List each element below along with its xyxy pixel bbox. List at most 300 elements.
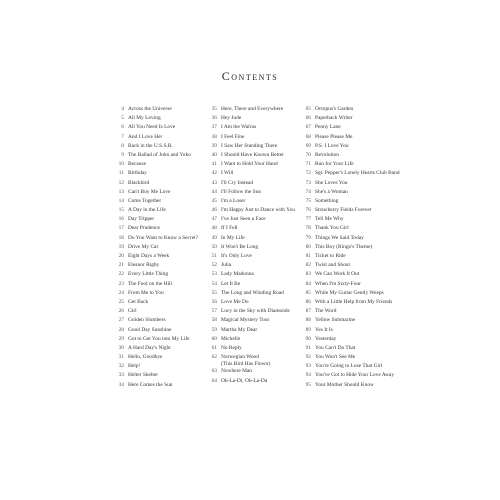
toc-entry bbox=[299, 215, 391, 224]
song-title bbox=[315, 133, 352, 142]
page-number: 5 bbox=[121, 115, 124, 122]
page-number: 46 bbox=[211, 207, 217, 214]
page-number: 21 bbox=[118, 262, 124, 269]
song-title bbox=[221, 169, 233, 178]
toc-entry bbox=[112, 123, 204, 132]
page-number: 84 bbox=[305, 280, 311, 287]
toc-entry bbox=[112, 371, 204, 380]
song-title bbox=[128, 105, 172, 114]
song-title bbox=[315, 261, 350, 270]
song-title bbox=[315, 160, 354, 169]
toc-entry bbox=[205, 353, 297, 367]
song-title-line: Eleanor Rigby bbox=[128, 262, 160, 269]
page-number: 17 bbox=[118, 225, 124, 232]
page-number: 28 bbox=[118, 326, 124, 333]
page-number: 35 bbox=[211, 106, 217, 112]
page-number: 44 bbox=[211, 188, 217, 195]
page-number: 36 bbox=[211, 115, 217, 122]
song-title bbox=[221, 353, 270, 367]
toc-entry bbox=[205, 289, 297, 298]
page-number: 94 bbox=[305, 372, 311, 379]
song-title bbox=[128, 142, 173, 151]
song-title-line: Hello, Goodbye bbox=[128, 354, 163, 361]
song-title-line: Ticket to Ride bbox=[315, 253, 346, 259]
page-number: 57 bbox=[211, 308, 217, 315]
toc-entry bbox=[299, 234, 391, 243]
song-title bbox=[221, 105, 283, 114]
song-title bbox=[315, 353, 355, 362]
contents-column-1 bbox=[112, 105, 204, 390]
song-title bbox=[315, 206, 372, 215]
song-title-line: P.S. I Love You bbox=[315, 142, 349, 149]
song-title-line: All You Need Is Love bbox=[128, 124, 176, 131]
page-number: 80 bbox=[305, 243, 311, 250]
page-number: 54 bbox=[211, 280, 217, 287]
page-number: 4 bbox=[121, 106, 124, 112]
toc-entry bbox=[112, 381, 204, 390]
song-title-line: Magical Mystery Tour bbox=[221, 317, 270, 324]
toc-entry bbox=[205, 105, 297, 114]
song-title bbox=[128, 160, 146, 169]
song-title bbox=[221, 123, 256, 132]
page-number: 18 bbox=[118, 234, 124, 241]
song-title bbox=[315, 252, 346, 261]
toc-entry bbox=[112, 280, 204, 289]
page-number: 34 bbox=[118, 381, 124, 388]
page-number: 45 bbox=[211, 197, 217, 204]
page-number: 78 bbox=[305, 225, 311, 232]
song-title-line: I'll Cry Instead bbox=[221, 179, 254, 186]
song-title bbox=[221, 179, 253, 188]
song-title-line: Drive My Car bbox=[128, 243, 159, 250]
page-number: 15 bbox=[118, 207, 124, 214]
song-title-line: Paperback Writer bbox=[315, 115, 353, 122]
toc-entry bbox=[112, 179, 204, 188]
toc-entry bbox=[205, 335, 297, 344]
song-title bbox=[315, 234, 364, 243]
song-title bbox=[221, 243, 258, 252]
toc-entry bbox=[299, 133, 391, 142]
song-title-line: Something bbox=[315, 197, 339, 204]
song-title-line: A Day in the Life bbox=[128, 207, 166, 214]
page-title: Contents bbox=[221, 69, 279, 83]
song-title bbox=[315, 179, 348, 188]
page-number: 32 bbox=[118, 363, 124, 370]
page-number: 75 bbox=[305, 197, 311, 204]
song-title-line: I've Just Seen a Face bbox=[221, 216, 266, 223]
song-title bbox=[315, 316, 355, 325]
song-title bbox=[315, 142, 349, 151]
song-title bbox=[315, 169, 400, 178]
toc-entry bbox=[112, 298, 204, 307]
song-title-line: In My Life bbox=[221, 234, 245, 241]
toc-entry bbox=[205, 215, 297, 224]
song-title-line: Octopus's Garden bbox=[315, 106, 354, 112]
song-title-line: No Reply bbox=[221, 344, 242, 351]
song-title bbox=[221, 326, 257, 335]
song-title bbox=[315, 215, 344, 224]
song-title bbox=[128, 206, 166, 215]
page-number: 25 bbox=[118, 298, 124, 305]
page-number: 29 bbox=[118, 335, 124, 342]
page-number: 91 bbox=[305, 344, 311, 351]
song-title bbox=[221, 344, 242, 353]
toc-entry bbox=[112, 289, 204, 298]
song-title-line: I Am the Walrus bbox=[221, 124, 257, 131]
song-title-line: Helter Skelter bbox=[128, 372, 159, 379]
page-number: 31 bbox=[118, 354, 124, 361]
song-title-line: Martha My Dear bbox=[221, 326, 258, 333]
song-title-line: Get Back bbox=[128, 298, 149, 305]
song-title-line: Day Tripper bbox=[128, 216, 155, 223]
toc-entry bbox=[112, 197, 204, 206]
toc-entry bbox=[299, 224, 391, 233]
page-number: 95 bbox=[305, 381, 311, 388]
toc-entry bbox=[205, 280, 297, 289]
toc-entry bbox=[205, 243, 297, 252]
song-title-line: The Ballad of John and Yoko bbox=[128, 151, 191, 158]
song-title-line: Every Little Thing bbox=[128, 271, 169, 278]
page-number: 37 bbox=[211, 124, 217, 131]
toc-entry bbox=[299, 114, 391, 123]
song-title-line: The Fool on the Hill bbox=[128, 280, 173, 287]
song-title-line: When I'm Sixty-Four bbox=[315, 280, 361, 287]
page-number: 43 bbox=[211, 179, 217, 186]
page-number: 79 bbox=[305, 234, 311, 241]
page-number: 58 bbox=[211, 317, 217, 324]
toc-entry bbox=[112, 252, 204, 261]
toc-entry bbox=[112, 335, 204, 344]
toc-entry bbox=[112, 114, 204, 123]
page-number: 42 bbox=[211, 170, 217, 177]
song-title-line: A Hard Day's Night bbox=[128, 344, 171, 351]
song-title bbox=[221, 298, 249, 307]
toc-entry bbox=[299, 289, 391, 298]
song-title bbox=[315, 114, 353, 123]
song-title-line: Yes It Is bbox=[315, 326, 333, 333]
page-number: 12 bbox=[118, 179, 124, 186]
toc-entry bbox=[112, 353, 204, 362]
toc-entry bbox=[299, 362, 391, 371]
page-number: 70 bbox=[305, 151, 311, 158]
page-number: 30 bbox=[118, 344, 124, 351]
song-title bbox=[221, 234, 245, 243]
page-number: 19 bbox=[118, 243, 124, 250]
toc-entry bbox=[299, 252, 391, 261]
song-title-line: You Can't Do That bbox=[315, 344, 356, 351]
song-title bbox=[221, 252, 252, 261]
toc-entry bbox=[112, 243, 204, 252]
page-number: 48 bbox=[211, 225, 217, 232]
toc-entry bbox=[205, 234, 297, 243]
song-title bbox=[315, 326, 333, 335]
song-title bbox=[128, 326, 171, 335]
page-number: 39 bbox=[211, 142, 217, 149]
song-title bbox=[128, 252, 169, 261]
toc-entry bbox=[112, 307, 204, 316]
page-number: 65 bbox=[305, 106, 311, 112]
song-title bbox=[315, 371, 394, 380]
page-number: 49 bbox=[211, 234, 217, 241]
song-title bbox=[128, 270, 168, 279]
toc-entry bbox=[299, 326, 391, 335]
toc-entry bbox=[299, 169, 400, 178]
song-title-line: Love Me Do bbox=[221, 298, 249, 305]
toc-entry bbox=[205, 160, 297, 169]
song-title-line: Lucy in the Sky with Diamonds bbox=[221, 308, 290, 315]
song-title bbox=[221, 215, 266, 224]
page-number: 74 bbox=[305, 188, 311, 195]
song-title bbox=[315, 243, 372, 252]
song-title-line: Come Together bbox=[128, 197, 162, 204]
toc-entry bbox=[299, 105, 391, 114]
song-title-line: If I Fell bbox=[221, 225, 238, 232]
toc-entry bbox=[112, 188, 204, 197]
toc-entry bbox=[112, 261, 204, 270]
page-number: 41 bbox=[211, 161, 217, 168]
song-title bbox=[221, 114, 241, 123]
song-title-line: I'm Happy Just to Dance with You bbox=[221, 207, 295, 214]
song-title bbox=[221, 367, 252, 376]
song-title bbox=[315, 362, 382, 371]
toc-entry bbox=[205, 326, 297, 335]
song-title-line: Sgt. Pepper's Lonely Hearts Club Band bbox=[315, 170, 400, 177]
page-number: 64 bbox=[211, 377, 217, 384]
song-title bbox=[221, 335, 240, 344]
page-number: 73 bbox=[305, 179, 311, 186]
toc-entry bbox=[112, 362, 204, 371]
song-title bbox=[128, 197, 161, 206]
song-title bbox=[315, 289, 384, 298]
toc-entry bbox=[205, 307, 297, 316]
song-title bbox=[221, 188, 261, 197]
page-number: 69 bbox=[305, 142, 311, 149]
song-title bbox=[315, 298, 392, 307]
song-title-line: Back in the U.S.S.R. bbox=[128, 142, 173, 149]
toc-entry bbox=[205, 367, 297, 376]
toc-entry bbox=[205, 169, 297, 178]
song-title bbox=[128, 316, 166, 325]
page-number: 88 bbox=[305, 317, 311, 324]
toc-entry bbox=[299, 142, 391, 151]
toc-entry bbox=[205, 344, 297, 353]
song-title bbox=[315, 270, 359, 279]
song-title bbox=[128, 133, 162, 142]
page-number: 93 bbox=[305, 363, 311, 370]
page-number: 82 bbox=[305, 262, 311, 269]
song-title-line: Here Comes the Sun bbox=[128, 381, 173, 388]
song-title bbox=[315, 151, 339, 160]
page-number: 92 bbox=[305, 354, 311, 361]
toc-entry bbox=[299, 335, 391, 344]
toc-entry bbox=[205, 114, 297, 123]
song-title-line: I'm a Loser bbox=[221, 197, 246, 204]
song-title bbox=[221, 142, 277, 151]
page-number: 85 bbox=[305, 289, 311, 296]
song-title-line: Your Mother Should Know bbox=[315, 381, 374, 388]
song-title bbox=[128, 289, 164, 298]
song-title-line: You Won't See Me bbox=[315, 354, 356, 361]
page-number: 7 bbox=[121, 133, 124, 140]
page-number: 55 bbox=[211, 289, 217, 296]
song-title bbox=[221, 307, 290, 316]
song-title-line: Ob-La-Di, Ob-La-Da bbox=[221, 377, 268, 384]
toc-entry bbox=[112, 133, 204, 142]
song-title-line: Nowhere Man bbox=[221, 368, 252, 375]
song-title-line: Dear Prudence bbox=[128, 225, 160, 232]
toc-entry bbox=[299, 381, 391, 390]
toc-entry bbox=[205, 197, 297, 206]
song-title bbox=[128, 362, 140, 371]
page-number: 83 bbox=[305, 271, 311, 278]
song-title-line: Michelle bbox=[221, 335, 241, 342]
song-title-line: Girl bbox=[128, 308, 137, 315]
page-number: 90 bbox=[305, 335, 311, 342]
song-title bbox=[221, 197, 245, 206]
page-number: 27 bbox=[118, 317, 124, 324]
toc-entry bbox=[205, 252, 297, 261]
page-number: 26 bbox=[118, 308, 124, 315]
song-title bbox=[128, 114, 161, 123]
page-number: 51 bbox=[211, 253, 217, 259]
page-number: 8 bbox=[121, 142, 124, 149]
song-title-line: It Won't Be Long bbox=[221, 243, 259, 250]
page-number: 23 bbox=[118, 280, 124, 287]
song-title-line: You're Going to Lose That Girl bbox=[315, 363, 383, 370]
page-number: 10 bbox=[118, 161, 124, 168]
toc-entry bbox=[205, 123, 297, 132]
song-title bbox=[128, 234, 198, 243]
song-title bbox=[315, 197, 338, 206]
page-number: 87 bbox=[305, 308, 311, 315]
toc-entry bbox=[299, 160, 391, 169]
song-title bbox=[315, 123, 341, 132]
song-title bbox=[128, 298, 148, 307]
song-title bbox=[315, 224, 349, 233]
toc-entry bbox=[299, 123, 391, 132]
song-title-line: I'll Follow the Sun bbox=[221, 188, 262, 195]
toc-entry bbox=[112, 160, 204, 169]
toc-entry bbox=[205, 151, 297, 160]
song-title-line: Got to Get You into My Life bbox=[128, 335, 190, 342]
toc-entry bbox=[112, 142, 204, 151]
song-title-line-2: (This Bird Has Flown) bbox=[221, 361, 270, 368]
song-title bbox=[221, 280, 240, 289]
song-title-line: Blackbird bbox=[128, 179, 150, 186]
page-number: 86 bbox=[305, 298, 311, 305]
song-title-line: Birthday bbox=[128, 170, 147, 177]
song-title bbox=[221, 133, 244, 142]
page-number: 72 bbox=[305, 170, 311, 177]
song-title bbox=[128, 123, 175, 132]
page-number: 71 bbox=[305, 161, 311, 168]
song-title-line: Thank You Girl bbox=[315, 225, 349, 232]
song-title bbox=[315, 105, 353, 114]
song-title bbox=[221, 316, 269, 325]
song-title bbox=[315, 188, 348, 197]
toc-entry bbox=[299, 298, 391, 307]
song-title-line: It's Only Love bbox=[221, 253, 252, 259]
page-number: 24 bbox=[118, 289, 124, 296]
toc-entry bbox=[112, 234, 204, 243]
toc-entry bbox=[205, 261, 297, 270]
song-title bbox=[128, 215, 154, 224]
page-number: 77 bbox=[305, 216, 311, 223]
song-title-line: And I Love Her bbox=[128, 133, 163, 140]
song-title-line: Good Day Sunshine bbox=[128, 326, 172, 333]
song-title bbox=[221, 377, 267, 386]
toc-entry bbox=[299, 316, 391, 325]
song-title-line: Here, There and Everywhere bbox=[221, 106, 284, 112]
song-title bbox=[221, 224, 237, 233]
toc-entry bbox=[299, 206, 391, 215]
song-title-line: Things We Said Today bbox=[315, 234, 364, 241]
page-number: 47 bbox=[211, 216, 217, 223]
song-title-line: While My Guitar Gently Weeps bbox=[315, 289, 384, 296]
toc-entry bbox=[299, 270, 391, 279]
song-title bbox=[128, 381, 172, 390]
song-title-line: From Me to You bbox=[128, 289, 164, 296]
page-number: 76 bbox=[305, 207, 311, 214]
song-title-line: Let It Be bbox=[221, 280, 241, 287]
toc-entry bbox=[112, 169, 204, 178]
song-title-line: Tell Me Why bbox=[315, 216, 344, 223]
toc-entry bbox=[205, 133, 297, 142]
toc-entry bbox=[299, 307, 391, 316]
song-title-line: I Should Have Known Better bbox=[221, 151, 284, 158]
toc-entry bbox=[299, 261, 391, 270]
song-title-line: Help! bbox=[128, 363, 141, 370]
song-title bbox=[221, 160, 278, 169]
page-number: 59 bbox=[211, 326, 217, 333]
toc-entry bbox=[299, 197, 391, 206]
page-number: 60 bbox=[211, 335, 217, 342]
page-number: 16 bbox=[118, 216, 124, 223]
page-number: 68 bbox=[305, 133, 311, 140]
song-title-line: Norwegian Wood bbox=[221, 354, 259, 361]
song-title-line: Eight Days a Week bbox=[128, 253, 170, 259]
song-title bbox=[221, 289, 284, 298]
toc-entry bbox=[299, 188, 391, 197]
page-number: 66 bbox=[305, 115, 311, 122]
toc-entry bbox=[299, 280, 391, 289]
page-number: 56 bbox=[211, 298, 217, 305]
page-number: 63 bbox=[211, 368, 217, 375]
song-title-line: Yesterday bbox=[315, 335, 337, 342]
page-number: 52 bbox=[211, 262, 217, 269]
song-title bbox=[128, 371, 158, 380]
song-title bbox=[128, 151, 191, 160]
song-title-line: Run for Your Life bbox=[315, 161, 354, 168]
song-title-line: The Long and Winding Road bbox=[221, 289, 284, 296]
song-title-line: She's a Woman bbox=[315, 188, 348, 195]
song-title-line: Across the Universe bbox=[128, 106, 172, 112]
toc-entry bbox=[112, 270, 204, 279]
toc-entry bbox=[112, 224, 204, 233]
page-number: 62 bbox=[211, 354, 217, 361]
song-title-line: Because bbox=[128, 161, 146, 168]
song-title-line: This Boy (Ringo's Theme) bbox=[315, 243, 373, 250]
toc-entry bbox=[205, 270, 297, 279]
song-title bbox=[128, 344, 171, 353]
toc-entry bbox=[205, 179, 297, 188]
toc-entry bbox=[112, 105, 204, 114]
song-title-line: You've Got to Hide Your Love Away bbox=[315, 372, 395, 379]
page-number: 13 bbox=[118, 188, 124, 195]
song-title bbox=[128, 261, 159, 270]
page-number: 11 bbox=[118, 170, 124, 177]
page-number: 53 bbox=[211, 271, 217, 278]
